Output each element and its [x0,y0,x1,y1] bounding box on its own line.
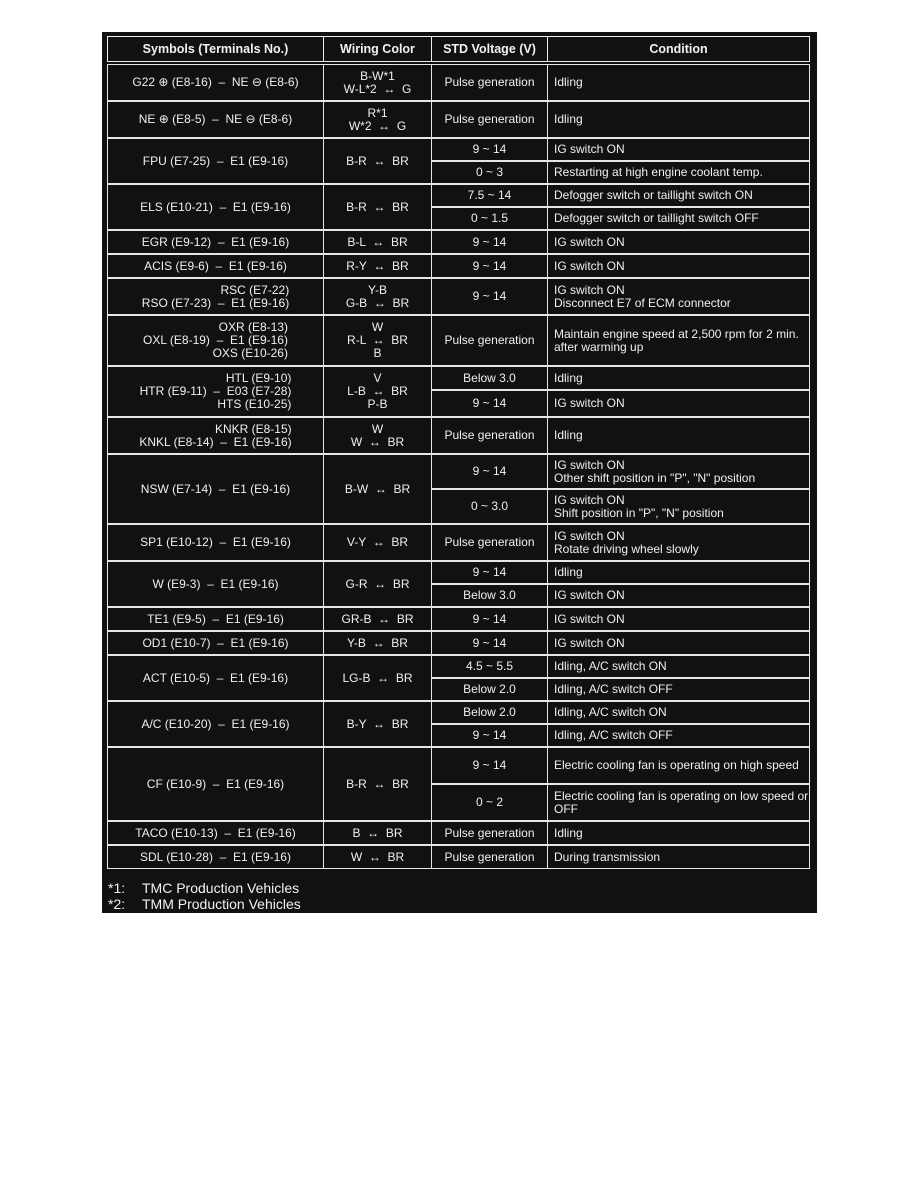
symbol-cell [107,138,324,184]
symbol-cell-text: W (E9-3) – E1 (E9-16) [152,576,279,591]
symbol-cell [107,366,324,417]
condition-cell [547,417,810,454]
voltage-cell-text: 0 ~ 1.5 [470,211,509,225]
condition-cell-text: Idling [554,370,583,385]
footnote-text: TMM Production Vehicles [142,896,301,912]
wiring-color-cell [323,64,432,101]
condition-cell-text: Idling, A/C switch ON [554,705,667,719]
symbol-cell [107,278,324,315]
wiring-color-cell-text: B-R ↔ BR [346,776,409,791]
condition-cell [547,489,810,524]
voltage-cell-text: 9 ~ 14 [472,611,507,626]
voltage-cell-text: 0 ~ 3 [475,165,504,179]
wiring-color-cell [323,101,432,138]
condition-cell-text: IG switch ON [554,258,625,273]
symbol-cell-text: EGR (E9-12) – E1 (E9-16) [141,234,290,249]
wiring-color-cell-text: B-R ↔ BR [346,199,409,214]
voltage-cell [431,101,548,138]
voltage-cell-text: Pulse generation [444,428,535,442]
voltage-cell-text: Pulse generation [444,333,535,347]
condition-cell-text: Electric cooling fan is operating on low speed or OFF [554,788,812,816]
wiring-color-cell-text: R*1 W*2 ↔ G [348,105,407,133]
condition-cell [547,161,810,184]
voltage-cell [431,701,548,724]
condition-cell [547,561,810,584]
condition-cell-text: Idling, A/C switch OFF [554,682,673,696]
voltage-cell-text: 9 ~ 14 [472,396,507,410]
condition-cell [547,390,810,417]
condition-cell [547,230,810,254]
voltage-cell-text: 0 ~ 3.0 [470,499,509,513]
voltage-cell-text: Pulse generation [444,75,535,89]
condition-cell [547,724,810,747]
symbol-cell [107,845,324,869]
symbol-cell-text: FPU (E7-25) – E1 (E9-16) [142,153,289,168]
voltage-cell [431,489,548,524]
voltage-cell [431,845,548,869]
voltage-cell [431,390,548,417]
symbol-cell [107,655,324,701]
voltage-cell-text: Below 3.0 [463,370,516,385]
wiring-color-cell-text: G-R ↔ BR [345,576,410,591]
symbol-cell-text: SP1 (E10-12) – E1 (E9-16) [140,535,291,549]
condition-cell-text: Idling, A/C switch ON [554,659,667,673]
voltage-cell [431,366,548,390]
symbol-cell-text: OXR (E8-13) OXL (E8-19) – E1 (E9-16) OXS (E10-26) [143,320,288,360]
condition-cell-text: Defogger switch or taillight switch OFF [554,211,759,225]
wiring-color-cell-text: B-W ↔ BR [344,481,411,496]
condition-cell [547,821,810,845]
voltage-cell [431,230,548,254]
footnote-1 [108,880,299,896]
wiring-color-cell [323,747,432,821]
wiring-color-cell-text: B-Y ↔ BR [346,716,409,731]
condition-cell [547,845,810,869]
wiring-color-cell-text: W W ↔ BR [350,421,405,449]
wiring-color-cell [323,254,432,278]
condition-cell [547,278,810,315]
voltage-cell [431,64,548,101]
condition-cell-text: During transmission [554,849,661,864]
condition-cell-text: IG switch ON [554,635,625,650]
condition-cell [547,631,810,655]
symbol-cell [107,747,324,821]
voltage-cell-text: 9 ~ 14 [472,142,507,156]
voltage-cell-text: 9 ~ 14 [472,234,507,249]
condition-cell [547,454,810,489]
wiring-color-cell [323,655,432,701]
voltage-cell [431,724,548,747]
condition-cell-text: IG switch ON [554,588,625,602]
symbol-cell-text: CF (E10-9) – E1 (E9-16) [146,776,285,791]
condition-cell-text: IG switch ON [554,142,625,156]
wiring-color-cell [323,366,432,417]
condition-cell-text: Idling [554,565,583,579]
voltage-cell-text: 9 ~ 14 [472,258,507,273]
voltage-cell-text: Pulse generation [444,112,535,126]
voltage-cell-text: 0 ~ 2 [475,795,504,809]
condition-cell-text: IG switch ON [554,396,625,410]
voltage-cell-text: 9 ~ 14 [472,464,507,478]
symbol-cell-text: TE1 (E9-5) – E1 (E9-16) [147,611,284,626]
condition-cell-text: IG switch ON [554,234,625,249]
condition-cell [547,184,810,207]
wiring-color-cell-text: V-Y ↔ BR [346,535,409,549]
symbol-cell-text: A/C (E10-20) – E1 (E9-16) [141,716,290,731]
voltage-cell-text: 9 ~ 14 [472,565,507,579]
voltage-cell-text: Pulse generation [444,825,535,840]
wiring-color-cell [323,631,432,655]
condition-cell [547,254,810,278]
voltage-cell [431,655,548,678]
symbol-cell [107,315,324,366]
wiring-spec-figure [102,32,817,913]
voltage-cell [431,207,548,230]
header-symbols: Symbols (Terminals No.) [107,36,324,62]
voltage-cell [431,184,548,207]
voltage-cell-text: Below 3.0 [463,588,516,602]
condition-cell [547,678,810,701]
voltage-cell [431,584,548,607]
voltage-cell [431,254,548,278]
symbol-cell-text: TACO (E10-13) – E1 (E9-16) [135,825,296,840]
wiring-color-cell [323,315,432,366]
voltage-cell [431,315,548,366]
symbol-cell-text: NE ⊕ (E8-5) – NE ⊖ (E8-6) [138,112,293,126]
wiring-color-cell-text: B ↔ BR [352,825,403,840]
condition-cell-text: IG switch ON Disconnect E7 of ECM connector [554,282,731,310]
footnote-mark: *2: [108,896,126,912]
header-std-voltage: STD Voltage (V) [431,36,548,62]
condition-cell [547,747,810,784]
condition-cell-text: Idling, A/C switch OFF [554,728,673,742]
voltage-cell [431,561,548,584]
condition-cell-text: Maintain engine speed at 2,500 rpm for 2 min. after warming up [554,326,803,354]
symbol-cell-text: KNKR (E8-15) KNKL (E8-14) – E1 (E9-16) [139,421,292,449]
wiring-color-cell [323,417,432,454]
wiring-color-cell-text: R-Y ↔ BR [346,258,409,273]
condition-cell-text: Restarting at high engine coolant temp. [554,165,763,179]
condition-cell [547,701,810,724]
voltage-cell [431,161,548,184]
footnote-2 [108,896,301,912]
symbol-cell-text: HTL (E9-10) HTR (E9-11) – E03 (E7-28) HTS (E10-25) [139,371,292,411]
wiring-color-cell [323,230,432,254]
symbol-cell [107,631,324,655]
symbol-cell-text: G22 ⊕ (E8-16) – NE ⊖ (E8-6) [132,75,299,89]
voltage-cell [431,278,548,315]
voltage-cell [431,454,548,489]
symbol-cell [107,454,324,524]
voltage-cell-text: 9 ~ 14 [472,758,507,772]
voltage-cell [431,631,548,655]
wiring-color-cell [323,701,432,747]
wiring-color-cell-text: W R-L ↔ BR B [347,320,408,360]
voltage-cell-text: Below 2.0 [463,705,516,719]
wiring-color-cell [323,138,432,184]
condition-cell-text: Idling [554,428,583,442]
symbol-cell [107,701,324,747]
condition-cell-text: Defogger switch or taillight switch ON [554,188,753,202]
symbol-cell-text: NSW (E7-14) – E1 (E9-16) [140,481,291,496]
wiring-color-cell [323,454,432,524]
wiring-color-cell-text: B-L ↔ BR [347,234,408,249]
wiring-color-cell-text: V L-B ↔ BR P-B [347,371,408,411]
symbol-cell [107,184,324,230]
voltage-cell [431,138,548,161]
condition-cell [547,101,810,138]
wiring-color-cell [323,184,432,230]
voltage-cell-text: 4.5 ~ 5.5 [465,659,514,673]
condition-cell-text: Idling [554,825,583,840]
voltage-cell [431,417,548,454]
condition-cell-text: Electric cooling fan is operating on high speed [554,758,799,772]
voltage-cell [431,821,548,845]
condition-cell [547,524,810,561]
header-wiring-color: Wiring Color [323,36,432,62]
voltage-cell [431,678,548,701]
symbol-cell [107,524,324,561]
symbol-cell [107,64,324,101]
wiring-color-cell-text: B-R ↔ BR [346,153,409,168]
wiring-color-cell [323,607,432,631]
wiring-color-cell-text: GR-B ↔ BR [341,611,414,626]
wiring-color-cell-text: B-W*1 W-L*2 ↔ G [343,68,412,96]
wiring-color-cell [323,821,432,845]
symbol-cell [107,821,324,845]
voltage-cell-text: 7.5 ~ 14 [467,188,512,202]
condition-cell-text: IG switch ON [554,611,625,626]
footnote-text: TMC Production Vehicles [142,880,300,896]
voltage-cell-text: 9 ~ 14 [472,635,507,650]
voltage-cell-text: Pulse generation [444,849,535,864]
condition-cell-text: Idling [554,75,583,89]
symbol-cell [107,417,324,454]
wiring-color-cell [323,561,432,607]
symbol-cell [107,101,324,138]
condition-cell [547,607,810,631]
condition-cell [547,138,810,161]
symbol-cell-text: ELS (E10-21) – E1 (E9-16) [140,199,291,214]
condition-cell [547,584,810,607]
wiring-color-cell [323,278,432,315]
wiring-color-cell-text: W ↔ BR [350,849,405,864]
condition-cell [547,207,810,230]
wiring-color-cell-text: LG-B ↔ BR [342,670,413,685]
wiring-color-cell-text: Y-B ↔ BR [347,635,408,650]
symbol-cell [107,230,324,254]
voltage-cell [431,784,548,821]
condition-cell-text: IG switch ON Shift position in "P", "N" position [554,492,724,520]
voltage-cell [431,607,548,631]
symbol-cell-text: ACIS (E9-6) – E1 (E9-16) [144,258,287,273]
voltage-cell-text: Below 2.0 [463,682,516,696]
wiring-color-cell [323,524,432,561]
symbol-cell [107,561,324,607]
voltage-cell [431,747,548,784]
voltage-cell-text: 9 ~ 14 [472,289,507,303]
symbol-cell-text: ACT (E10-5) – E1 (E9-16) [142,670,289,685]
symbol-cell-text: RSC (E7-22) RSO (E7-23) – E1 (E9-16) [141,282,290,310]
wiring-color-cell-text: Y-B G-B ↔ BR [345,282,410,310]
header-condition: Condition [547,36,810,62]
symbol-cell-text: SDL (E10-28) – E1 (E9-16) [140,849,291,864]
voltage-cell-text: 9 ~ 14 [472,728,507,742]
symbol-cell-text: OD1 (E10-7) – E1 (E9-16) [142,635,289,650]
condition-cell [547,784,810,821]
condition-cell-text: IG switch ON Other shift position in "P", "N" position [554,457,756,485]
condition-cell-text: IG switch ON Rotate driving wheel slowly [554,528,699,556]
condition-cell-text: Idling [554,112,583,126]
symbol-cell [107,254,324,278]
condition-cell [547,655,810,678]
condition-cell [547,366,810,390]
symbol-cell [107,607,324,631]
condition-cell [547,315,810,366]
voltage-cell-text: Pulse generation [444,535,535,549]
footnote-mark: *1: [108,880,126,896]
voltage-cell [431,524,548,561]
condition-cell [547,64,810,101]
wiring-color-cell [323,845,432,869]
